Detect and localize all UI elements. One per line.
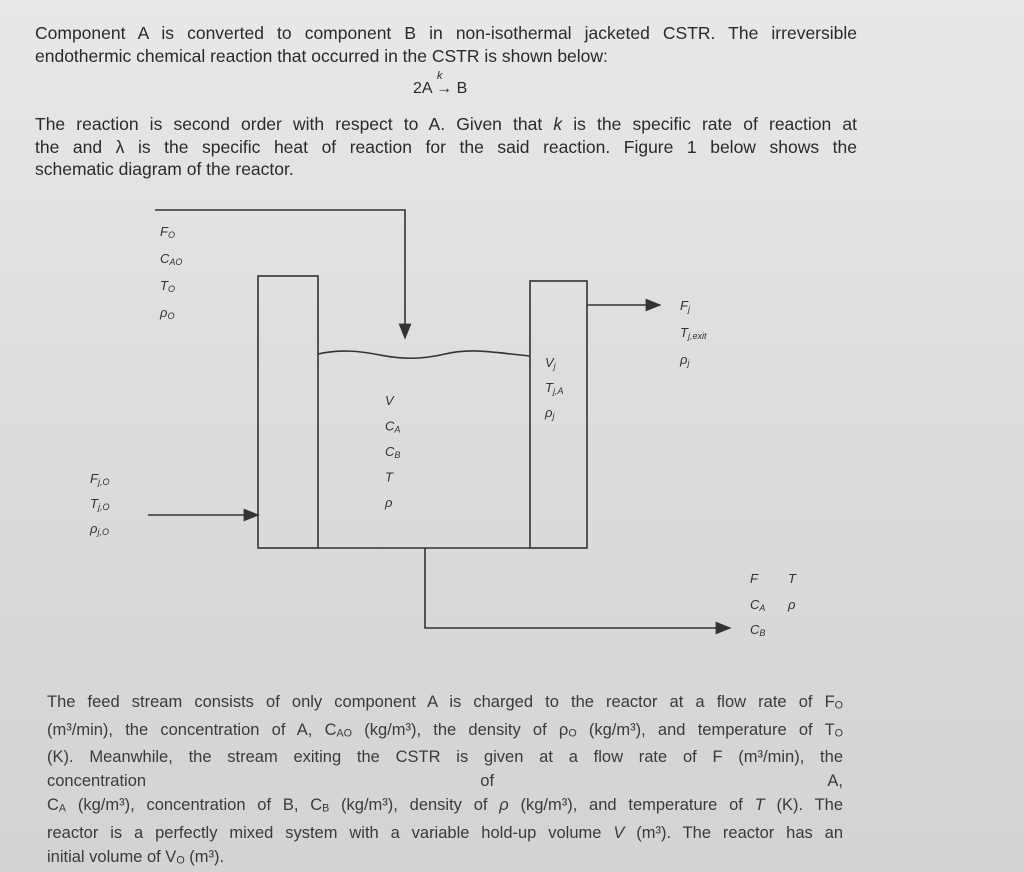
feed-label: FO	[160, 224, 175, 240]
text-segment: V	[613, 823, 625, 842]
text-line	[47, 745, 843, 769]
text-segment: is the specific rate of reaction at	[562, 114, 857, 134]
subscript: O	[176, 854, 185, 867]
text-line	[47, 793, 843, 821]
text-segment: T	[754, 796, 765, 815]
subscript: O	[834, 727, 843, 740]
jacket-inlet-label: ρj,O	[90, 521, 109, 537]
right-jacket	[530, 281, 587, 548]
text-line	[47, 769, 843, 793]
feed-label: CAO	[160, 251, 183, 267]
text-segment: (kg/m³), concentration of B, C	[66, 796, 323, 815]
text-segment: k	[553, 114, 563, 134]
text-line	[47, 690, 843, 718]
text-segment: The reaction is second order with respect to A. Given that	[35, 114, 554, 134]
text-segment: (kg/m³), the density of ρ	[351, 720, 569, 739]
product-outlet-line	[425, 548, 730, 628]
reactor-label: CA	[385, 418, 401, 435]
text-segment: (K). Meanwhile, the stream exiting the CSTR is given at a flow rate of F (m³/min), the	[47, 748, 843, 767]
outlet-label: T	[788, 571, 796, 586]
jacket-label: Tj,A	[545, 380, 564, 396]
text-segment: C	[47, 796, 59, 815]
text-line	[47, 718, 843, 746]
liquid-surface	[318, 351, 530, 358]
subscript: O	[568, 727, 577, 740]
reactor-label: ρ	[385, 495, 393, 510]
jacket-outlet-label: Tj,exit	[680, 325, 707, 341]
subscript: AO	[336, 727, 352, 740]
feed-label: TO	[160, 278, 175, 294]
text-segment: (m³). The reactor has an	[624, 823, 843, 842]
product: B	[456, 80, 468, 97]
jacket-label: Vj	[545, 355, 556, 371]
outlet-label: F	[750, 571, 758, 586]
left-jacket	[258, 276, 318, 548]
text-segment: Component A is converted to component B in non-isothermal jacketed CSTR. The irreversible	[35, 23, 857, 43]
text-segment: (kg/m³), and temperature of	[508, 796, 755, 815]
feed-description-paragraph	[47, 690, 843, 872]
feed-label: ρO	[160, 305, 175, 321]
subscript: B	[322, 802, 330, 815]
reactor-label: V	[385, 393, 394, 408]
text-segment: (K). The	[764, 796, 843, 815]
text-segment: reactor is a perfectly mixed system with a variable hold-up volume	[47, 823, 614, 842]
reactant: 2A	[413, 80, 432, 97]
text-segment: the and λ is the specific heat of reaction for the said reaction. Figure 1 below shows the	[35, 136, 857, 157]
subscript: O	[834, 699, 843, 712]
text-segment: (m³).	[184, 847, 225, 866]
jacket-outlet-label: Fj	[680, 298, 690, 314]
reactor-label: CB	[385, 444, 401, 460]
outlet-label: CA	[750, 597, 766, 613]
rate-constant: k	[437, 70, 443, 82]
text-segment: endothermic chemical reaction that occurred in the CSTR is shown below:	[35, 45, 608, 66]
feed-line	[155, 210, 405, 338]
jacket-outlet-label: ρj	[680, 352, 690, 368]
text-line	[47, 821, 843, 845]
reaction-arrow: →	[436, 80, 453, 97]
jacket-inlet-label: Fj,O	[90, 471, 110, 487]
text-segment: ρ	[499, 796, 509, 815]
text-segment: (kg/m³), and temperature of T	[576, 720, 835, 739]
text-line	[47, 845, 843, 872]
jacket-label: ρj	[545, 405, 555, 421]
jacket-inlet-label: Tj,O	[90, 496, 110, 512]
subscript: A	[58, 802, 67, 815]
text-segment: (kg/m³), density of	[329, 796, 500, 815]
outlet-label: CB	[750, 622, 766, 638]
text-segment: (m³/min), the concentration of A, C	[47, 720, 337, 739]
outlet-label: ρ	[788, 597, 796, 612]
text-segment: initial volume of V	[47, 847, 177, 866]
text-segment: The feed stream consists of only component A is charged to the reactor at a flow rate of F	[47, 693, 835, 711]
text-segment: schematic diagram of the reactor.	[35, 159, 294, 179]
reactor-label: T	[385, 469, 393, 485]
text-segment: concentration of A,	[47, 772, 843, 791]
